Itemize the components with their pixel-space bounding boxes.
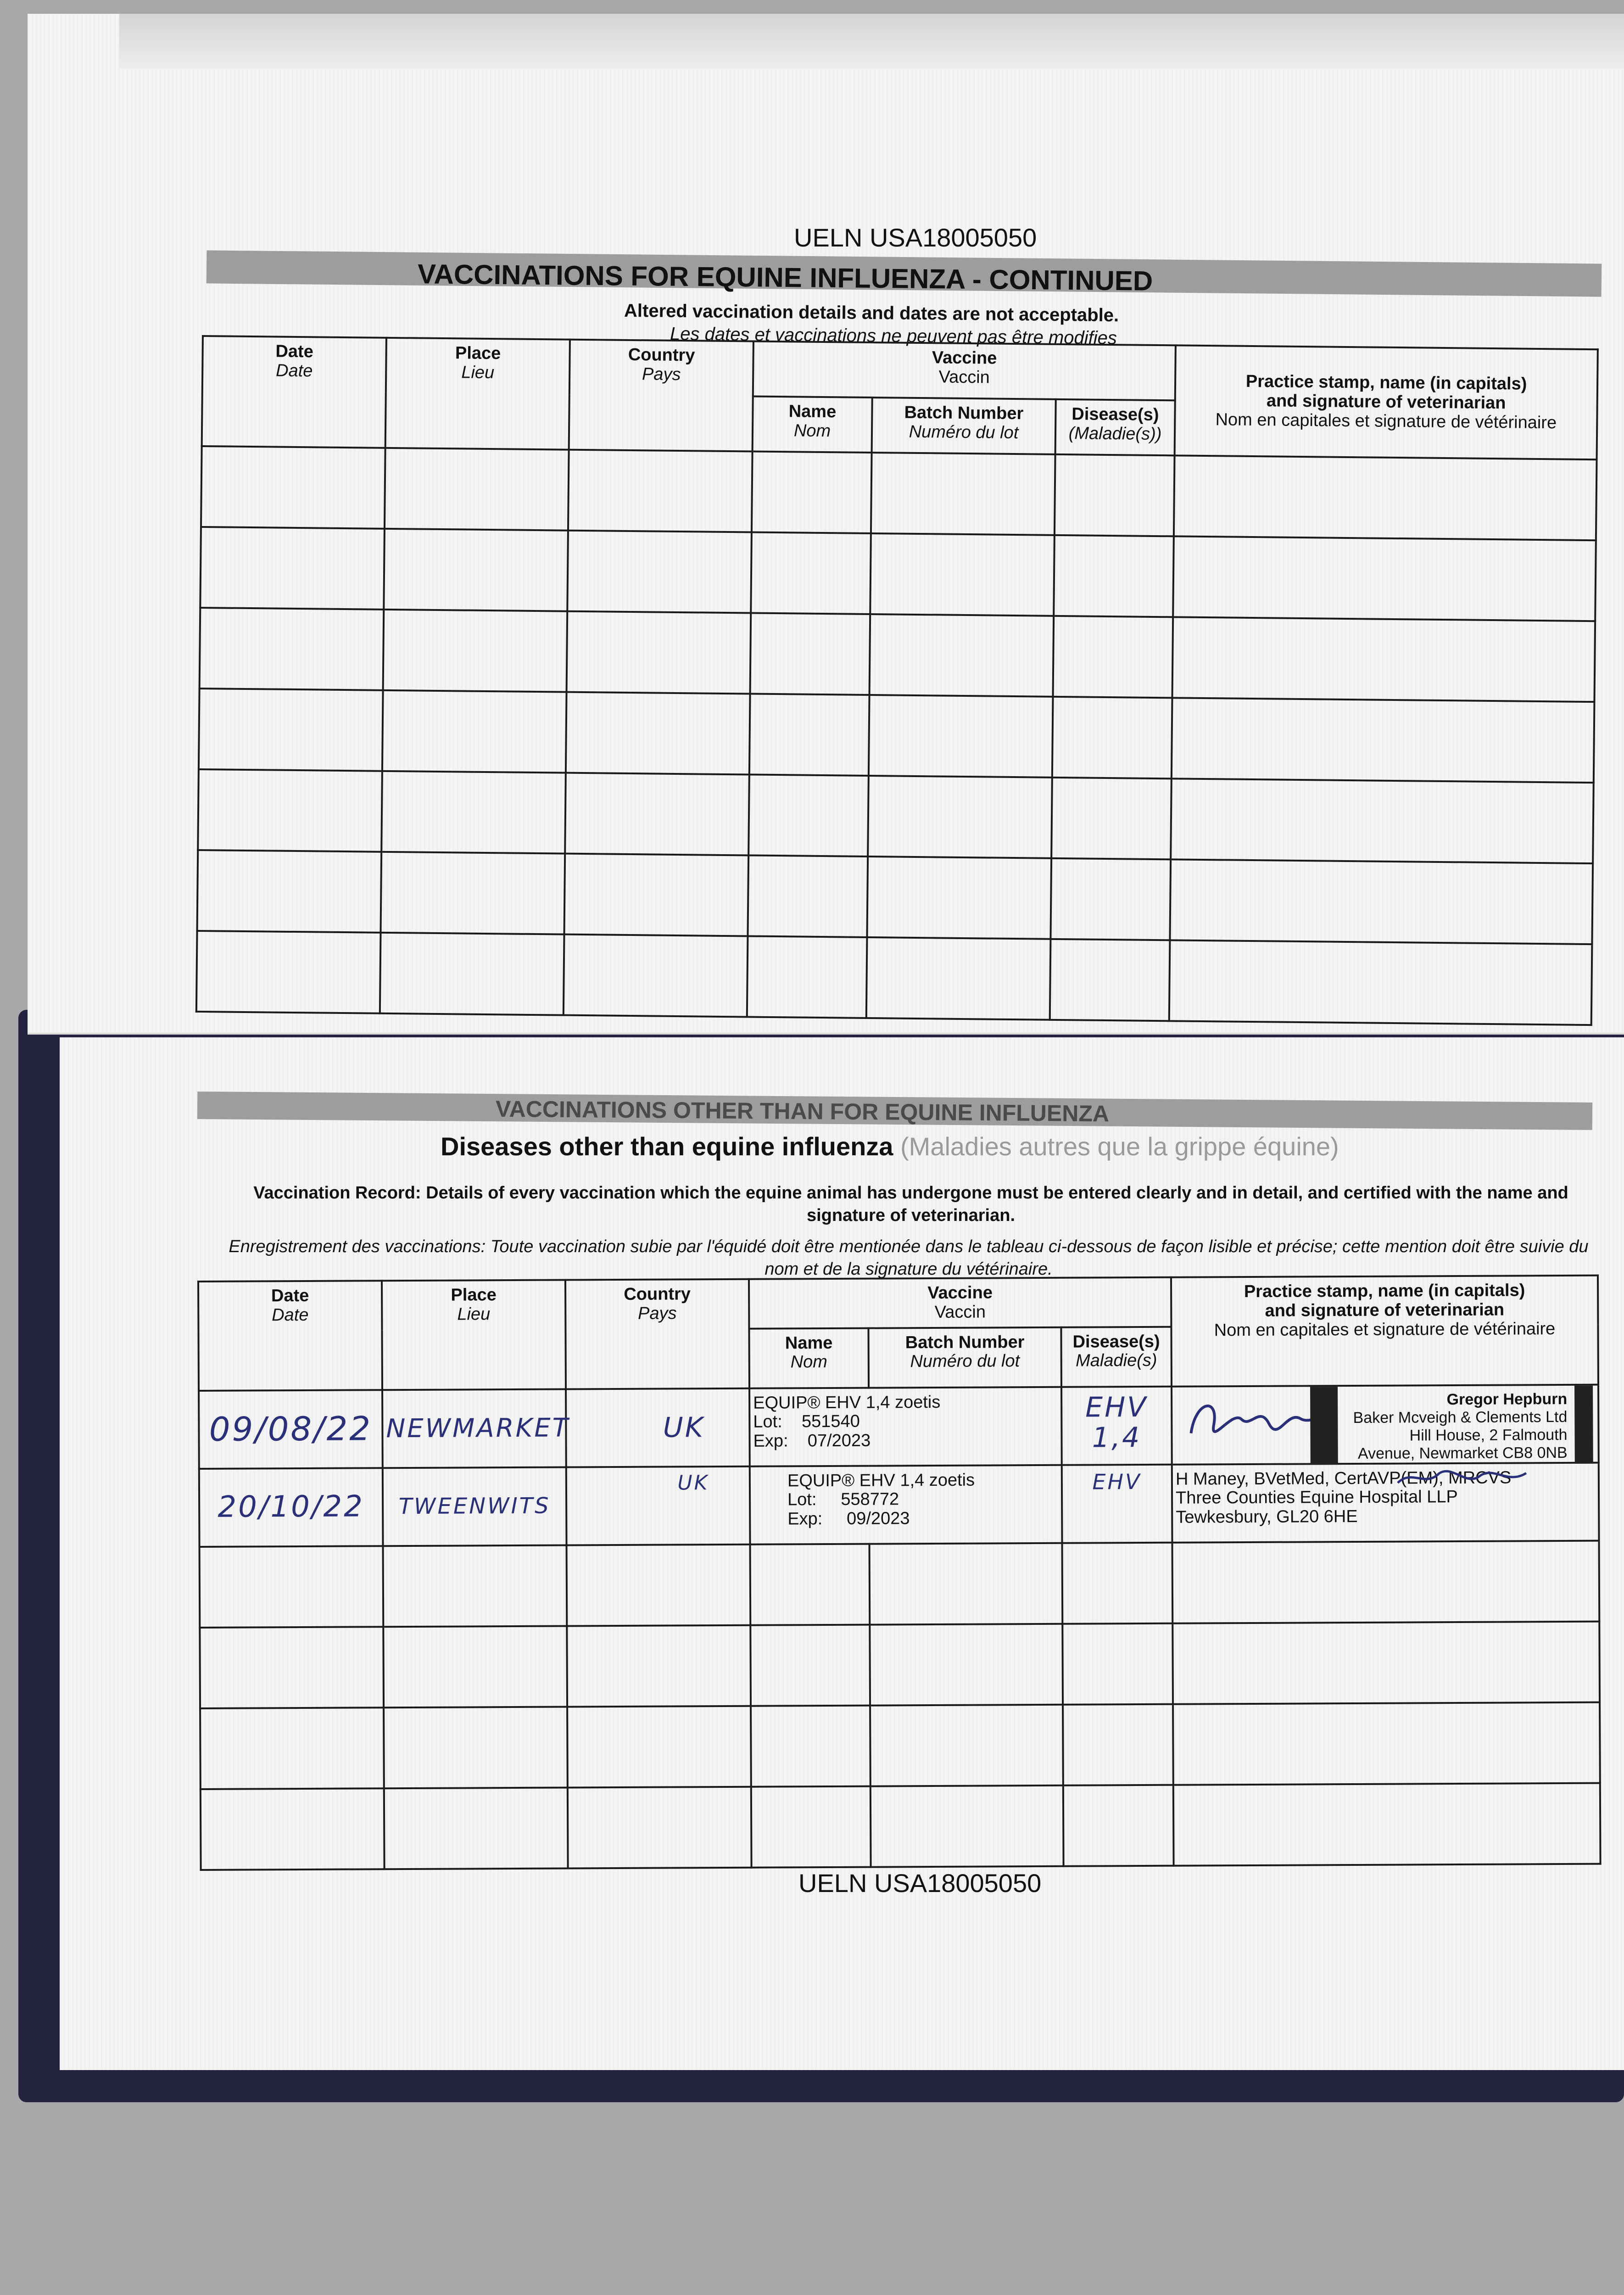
stamp-line: H Maney, BVetMed, CertAVP(EM), MRCVS <box>1175 1468 1512 1489</box>
table-row <box>199 1384 1599 1468</box>
col-name-header: Name Nom <box>753 397 872 453</box>
table-row <box>201 1783 1601 1870</box>
previous-page-edge <box>119 14 1624 69</box>
exp-label: Exp: <box>753 1431 788 1451</box>
vaccine-name: EQUIP® EHV 1,4 zoetis <box>787 1470 975 1490</box>
table-row <box>200 1540 1600 1627</box>
stamp-line: Hill House, 2 Falmouth <box>1409 1426 1568 1444</box>
col-practice-header: Practice stamp, name (in capitals) and signature of veterinarian Nom en capitales et signature de vétérinaire <box>1175 345 1598 459</box>
practice-stamp <box>1172 1384 1599 1464</box>
record-date: 20/10/22 <box>199 1468 383 1547</box>
stamp-line: Gregor Hepburn <box>1446 1390 1568 1408</box>
ueln-bottom: UELN USA18005050 <box>798 1869 1042 1898</box>
bottom-bar-title: VACCINATIONS OTHER THAN FOR EQUINE INFLUENZA <box>495 1096 1110 1127</box>
exp-label: Exp: <box>787 1509 823 1529</box>
top-section-title: VACCINATIONS FOR EQUINE INFLUENZA - CONTINUED <box>417 258 1153 297</box>
record-note-en <box>229 1182 1592 1227</box>
top-note-fr: Les dates et vaccinations ne peuvent pas être modifies <box>670 324 1117 348</box>
black-bar <box>1310 1387 1338 1465</box>
stamp-line: Baker Mcveigh & Clements Ltd <box>1353 1408 1568 1427</box>
lot-number: 558772 <box>841 1489 899 1510</box>
influenza-table <box>195 335 1599 1026</box>
col-country-header: Country Pays <box>565 1279 749 1389</box>
col-place-header: Place Lieu <box>382 1280 566 1390</box>
stamp-line: Avenue, Newmarket CB8 0NB <box>1357 1444 1568 1462</box>
stamp-line: Three Counties Equine Hospital LLP <box>1176 1487 1458 1508</box>
bottom-page <box>60 1037 1624 2070</box>
col-place-header: Place Lieu <box>385 338 570 450</box>
record-note-fr: Enregistrement des vaccinations: Toute vaccination subie par l'équidé doit être mentionée dans le tableau ci-dessous de façon lisible et précise; cette mention doit être suivie du nom et de la signature du vétérinaire. <box>229 1237 1589 1279</box>
vaccine-sticker <box>749 1387 1062 1466</box>
top-note-en: Altered vaccination details and dates are not acceptable. <box>624 300 1119 326</box>
black-bar-right <box>1574 1385 1593 1463</box>
record-text: Details of every vaccination which the equine animal has undergone must be entered clearly and in detail, and certified with the name and signature of veterinarian. <box>426 1183 1568 1226</box>
col-date-header: Date Date <box>198 1281 382 1390</box>
table-row <box>200 527 1596 621</box>
record-disease: EHV <box>1062 1464 1172 1543</box>
col-name-header: Name Nom <box>749 1328 869 1388</box>
other-vaccinations-table <box>197 1275 1602 1871</box>
col-practice-header: Practice stamp, name (in capitals) and signature of veterinarian Nom en capitales et signature de vétérinaire <box>1171 1276 1598 1387</box>
table-row <box>200 1702 1600 1789</box>
subtitle-fr: (Maladies autres que la grippe équine) <box>900 1132 1339 1161</box>
table-row <box>200 1621 1600 1708</box>
col-vaccine-header: Vaccine Vaccin <box>749 1277 1171 1329</box>
table-row <box>199 1462 1599 1546</box>
record-place: TWEENWITS <box>383 1467 567 1546</box>
lot-number: 551540 <box>801 1412 860 1432</box>
subtitle-en: Diseases other than equine influenza <box>441 1132 893 1161</box>
col-vaccine-header: Vaccine Vaccin <box>753 341 1176 401</box>
table-row <box>197 850 1593 944</box>
table-row <box>199 688 1595 783</box>
table-row <box>198 769 1594 863</box>
bottom-subtitle <box>441 1131 1339 1161</box>
top-page <box>28 14 1624 1033</box>
lot-label: Lot: <box>753 1412 782 1432</box>
vaccine-name: EQUIP® EHV 1,4 zoetis <box>753 1392 941 1413</box>
record-date: 09/08/22 <box>199 1390 383 1469</box>
vaccine-sticker <box>750 1465 1062 1544</box>
record-country: UK <box>566 1466 750 1545</box>
practice-stamp <box>1172 1462 1599 1542</box>
col-disease-header: Disease(s) (Maladie(s)) <box>1055 399 1175 455</box>
table-row <box>201 446 1597 540</box>
col-date-header: Date Date <box>202 336 386 448</box>
exp-date: 07/2023 <box>807 1431 871 1451</box>
col-country-header: Country Pays <box>569 340 753 452</box>
exp-date: 09/2023 <box>847 1509 910 1529</box>
record-country: UK <box>566 1388 750 1467</box>
col-disease-header: Disease(s) Maladie(s) <box>1061 1327 1172 1387</box>
record-disease: EHV 1,4 <box>1061 1386 1172 1465</box>
table-row <box>196 931 1592 1025</box>
col-batch-header: Batch Number Numéro du lot <box>868 1327 1061 1388</box>
col-batch-header: Batch Number Numéro du lot <box>872 397 1056 454</box>
vet-signature <box>1393 1464 1531 1492</box>
table-row <box>200 608 1596 702</box>
record-label: Vaccination Record: <box>253 1183 421 1203</box>
lot-label: Lot: <box>787 1490 817 1510</box>
record-place: NEWMARKET <box>382 1389 566 1468</box>
stamp-line: Tewkesbury, GL20 6HE <box>1176 1507 1358 1527</box>
ueln-top: UELN USA18005050 <box>794 223 1037 252</box>
